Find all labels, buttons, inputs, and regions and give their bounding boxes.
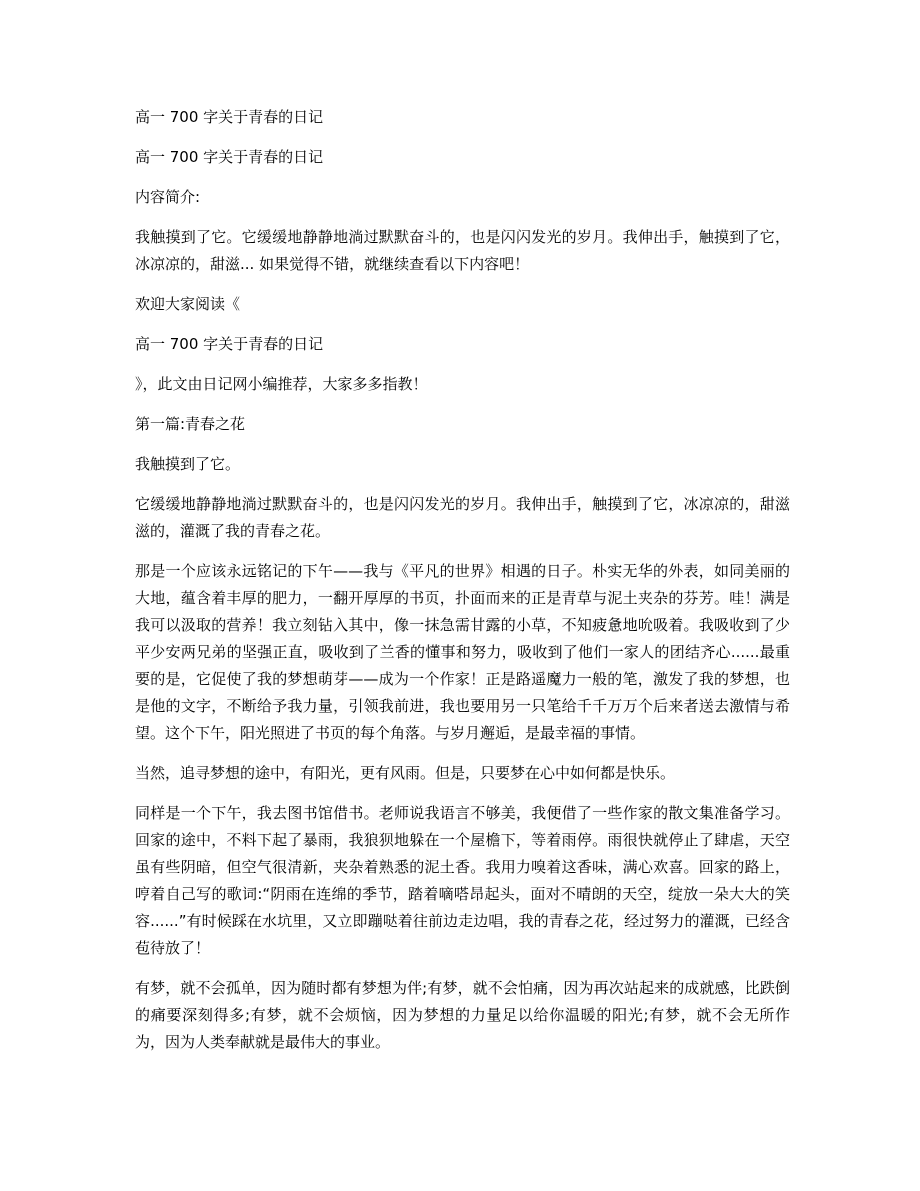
welcome-line: 欢迎大家阅读《	[135, 295, 241, 313]
document-title: 高一 700 字关于青春的日记	[135, 108, 324, 126]
section-heading: 第一篇:青春之花	[135, 415, 246, 433]
summary-paragraph: 我触摸到了它。它缓缓地静静地淌过默默奋斗的，也是闪闪发光的岁月。我伸出手，触摸到了它，冰凉凉的，甜滋... 如果觉得不错，就继续查看以下内容吧！	[135, 228, 790, 273]
document-subtitle: 高一 700 字关于青春的日记	[135, 148, 324, 166]
paragraph: 有梦，就不会孤单，因为随时都有梦想为伴;有梦，就不会怕痛，因为再次站起来的成就感，比跌倒的痛要深刻得多;有梦，就不会烦恼，因为梦想的力量足以给你温暖的阳光;有梦，就不会无所作为，因为人类奉献就是最伟大的事业。	[135, 979, 790, 1051]
summary-heading: 内容简介:	[135, 188, 201, 206]
paragraph: 当然，追寻梦想的途中，有阳光，更有风雨。但是，只要梦在心中如何都是快乐。	[135, 764, 676, 782]
paragraph: 那是一个应该永远铭记的下午——我与《平凡的世界》相遇的日子。朴实无华的外表，如同美丽的大地，蕴含着丰厚的肥力，一翻开厚厚的书页，扑面而来的正是青草与泥土夹杂的芬芳。哇！满是我可以汲取的营养！我立刻钻入其中，像一抹急需甘露的小草，不知疲惫地吮吸着。我吸收到了少平少安两兄弟的坚强正直，吸收到了兰香的懂事和努力，吸收到了他们一家人的团结齐心......最重要的是，它促使了我的梦想萌芽——成为一个作家！正是路遥魔力一般的笔，激发了我的梦想，也是他的文字，不断给予我力量，引领我前进，我也要用另一只笔给千千万万个后来者送去激情与希望。这个下午，阳光照进了书页的每个角落。与岁月邂逅，是最幸福的事情。	[135, 562, 790, 742]
paragraph: 它缓缓地静静地淌过默默奋斗的，也是闪闪发光的岁月。我伸出手，触摸到了它，冰凉凉的，甜滋滋的，灌溉了我的青春之花。	[135, 495, 790, 540]
document-body	[135, 104, 790, 1069]
article-title-line: 高一 700 字关于青春的日记	[135, 335, 324, 353]
paragraph: 同样是一个下午，我去图书馆借书。老师说我语言不够美，我便借了一些作家的散文集准备学习。回家的途中，不料下起了暴雨，我狼狈地躲在一个屋檐下，等着雨停。雨很快就停止了肆虐，天空虽有些阴暗，但空气很清新，夹杂着熟悉的泥土香。我用力嗅着这香味，满心欢喜。回家的路上，哼着自己写的歌词:“阴雨在连绵的季节，踏着嘀嗒昂起头，面对不晴朗的天空，绽放一朵大大的笑容......”有时候踩在水坑里，又立即蹦哒着往前边走边唱，我的青春之花，经过努力的灌溉，已经含苞待放了！	[135, 804, 790, 957]
paragraph: 我触摸到了它。	[135, 455, 241, 473]
recommendation-line: 》，此文由日记网小编推荐，大家多多指教！	[135, 375, 428, 393]
